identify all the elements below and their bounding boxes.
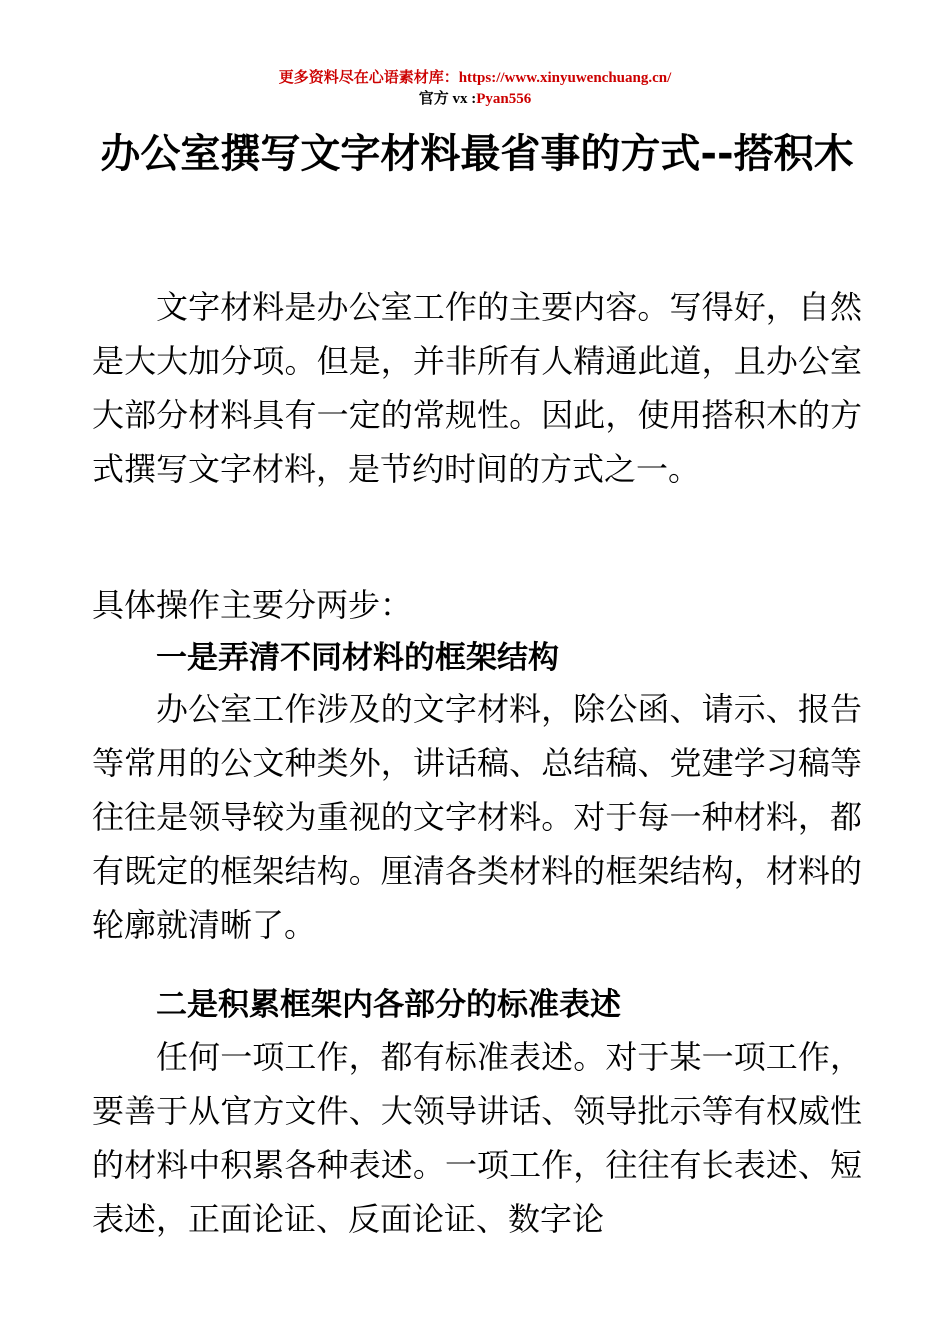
steps-intro: 具体操作主要分两步： <box>92 586 413 624</box>
header-contact-label: 官方 vx : <box>418 91 477 107</box>
header-contact-value: Pyan556 <box>476 91 532 107</box>
step1-heading: 一是弄清不同材料的框架结构 <box>156 640 559 676</box>
step1-paragraph: 办公室工作涉及的文字材料，除公函、请示、报告等常用的公文种类外，讲话稿、总结稿、党建学习稿等往往是领导较为重视的文字材料。对于每一种材料，都有既定的框架结构。厘清各类材料的框架结构，材料的轮廓就清晰了。 <box>92 690 862 944</box>
header-source-line <box>0 68 950 88</box>
header-source-text: 更多资料尽在心语素材库：https://www.xinyuwenchuang.cn/ <box>278 70 672 86</box>
document-title: 办公室撰写文字材料最省事的方式--搭积木 <box>100 131 854 177</box>
header-contact-line <box>0 89 950 109</box>
step2-paragraph: 任何一项工作，都有标准表述。对于某一项工作，要善于从官方文件、大领导讲话、领导批示等有权威性的材料中积累各种表述。一项工作，往往有长表述、短表述，正面论证、反面论证、数字论 <box>92 1038 862 1238</box>
intro-paragraph: 文字材料是办公室工作的主要内容。写得好，自然是大大加分项。但是，并非所有人精通此道，且办公室大部分材料具有一定的常规性。因此，使用搭积木的方式撰写文字材料，是节约时间的方式之一。 <box>92 288 862 488</box>
step2-heading: 二是积累框架内各部分的标准表述 <box>156 987 621 1023</box>
